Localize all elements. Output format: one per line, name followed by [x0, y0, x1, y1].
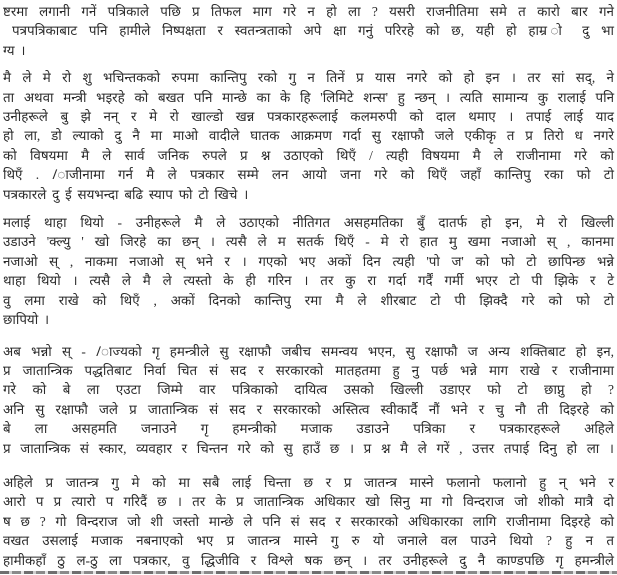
text-line: ष्टरमा लगानी गनें पत्रिकाले पछि प्र तिफल माग गरे न हो ला ? यसरी राजनीतिमा समे त कारो बार गने	[3, 4, 614, 19]
text-line: वखत उसलाई मजाक नबनाएको भए प्र जातन्त्र मास्ने गु रु यो जनाले वल पाउने थियो ? हु न त	[3, 533, 614, 549]
text-line: गरे को बे ला एउटा जिम्मे वार पत्रिकाको दायित्व उसको खिल्ली उडाएर फो टो छाप्नु हो ?	[3, 382, 614, 398]
text-line: मै ले मे रो शु भचिन्तकको रुपमा कान्तिपु रको गु न तिनें प्र यास नगरे को हो इन । तर सां सद्, ने	[3, 70, 614, 86]
text-line: छापियो ।	[3, 312, 50, 328]
text-line: पत्रकारले दु ई सयभन्दा बढि स्याप फो टो खिचे ।	[3, 186, 249, 202]
paragraph	[3, 342, 614, 458]
text-line: हो ला, डो ल्याको दु नै मा माओ वादीले घातक आक्रमण गर्दा सु रक्षाफौ जले एकीकृ त प्र तिरो ध नगरे	[3, 128, 614, 144]
text-line: प्र जातान्त्रिक सं स्कार, व्यवहार र चिन्तन गरे को सु हाउँ छ । प्र श्न मै ले गरें , उत्तर तपाई दिनु हो ला ।	[3, 440, 614, 456]
text-line: आरो प प्र त्यारो प गरिदैं छ । तर के प्र जातान्त्रिक अधिकार खो सिनु मा गो विन्दराज जो शीको मात्रै दो	[3, 494, 614, 510]
text-line: थिएँ . /ाजीनामा गर्न मै ले पत्रकार सम्मे लन आयो जना गरे को थिएँ जहाँ कान्तिपु रका फो टो	[3, 167, 614, 183]
text-line: उडाउने 'क्ल्यु ' खो जिरहे का छन् । त्यसै ले म सतर्क थिएँ - मे रो हात मु खमा नजाओ स् , कानमा	[3, 234, 614, 250]
text-line: वु लमा राखे को थिएँ , अकों दिनको कान्तिपु रमा मै ले शीरबाट टो पी झिक्दै गरे को फो टो	[3, 292, 614, 308]
text-line: नजाओ स् , नाकमा नजाओ स् भने र । गएको भए अकों दिन त्यही 'पो ज' को फो टो छापिन्छ भन्ने	[3, 253, 614, 269]
text-line: पत्रपत्रिकाबाट पनि हामीले निष्पक्षता र स्वतन्त्रताको अपे क्षा गनुं परिरहे को छ, यही हो हाम्र ो दु भा	[12, 23, 614, 39]
paragraph	[3, 213, 614, 329]
text-line: अहिले प्र जातन्त्र गु मे को मा सबै लाई चिन्ता छ र प्र जातन्त्र मास्ने फलानो फलानो हु न् भने र	[3, 474, 614, 490]
text-line: प्र जातान्त्रिक पद्धतिबाट निर्वा चित सं सद र सरकारको मातहतमा हु नु पर्छ भन्ने माग राखे र राजीनामा	[3, 362, 614, 378]
text-line: को विषयमा मै ले सार्व जनिक रुपले प्र श्न उठाएको थिएँ / त्यही विषयमा मै ले राजीनामा गरे को	[3, 147, 614, 163]
paragraph	[3, 68, 614, 204]
text-line: थाहा थियो । त्यसै ले मै ले त्यस्तो के ही गरिन । तर कु रा गर्दा गर्दैं गर्मी भएर टो पी झिके र टे	[3, 273, 614, 289]
text-line: मलाई थाहा थियो - उनीहरूले मै ले उठाएको नीतिगत असहमतिका बुँ दातर्फ हो इन, मे रो खिल्ली	[3, 215, 614, 231]
text-line: बे ला असहमति जनाउने गृ हमन्त्रीको मजाक उडाउने पत्रिका र पत्रकारहरूले अहिले	[3, 421, 614, 437]
text-line: हामीकहाँ ठु ल-ठु ला पत्रकार, वु द्धिजीवि र विश्ले षक छन् । तर उनीहरूले दु नै काण्डपछि गृ हमन्त्रीले	[3, 552, 614, 568]
clipped-text-line	[0, 571, 617, 574]
text-line: अनि सु रक्षाफौ जले प्र जातान्त्रिक सं सद र सरकारको अस्तित्व स्वीकार्दै नौं भने र चु नौ ती दिइरहे को	[3, 401, 614, 417]
text-line: ता अथवा मन्त्री भइरहे को बखत पनि मान्छे का के हि 'लिमिटे शन्स' हु न्छन् । त्यति सामान्य कु रालाई पनि	[3, 89, 614, 105]
text-line: अब भन्नो स् - /ाज्यको गृ हमन्त्रीले सु रक्षाफौ जबीच समन्वय भएन, सु रक्षाफौ ज अन्य शक्तिबाट हो इन,	[3, 343, 614, 359]
text-line: ग्य ।	[3, 42, 26, 58]
text-line: ष छ ? गो विन्दराज जो शी जस्तो मान्छे ले पनि सं सद र सरकारको अधिकारका लागि राजीनामा दिइरहे को	[3, 513, 614, 529]
text-line: उनीहरूले बु झे नन् र मे रो खाल्डो खन्न पत्रकारहरूलाई कलमरुपी को दाल थमाए । तपाई लाई याद	[3, 109, 614, 125]
paragraph	[3, 473, 614, 570]
paragraph	[3, 2, 614, 60]
